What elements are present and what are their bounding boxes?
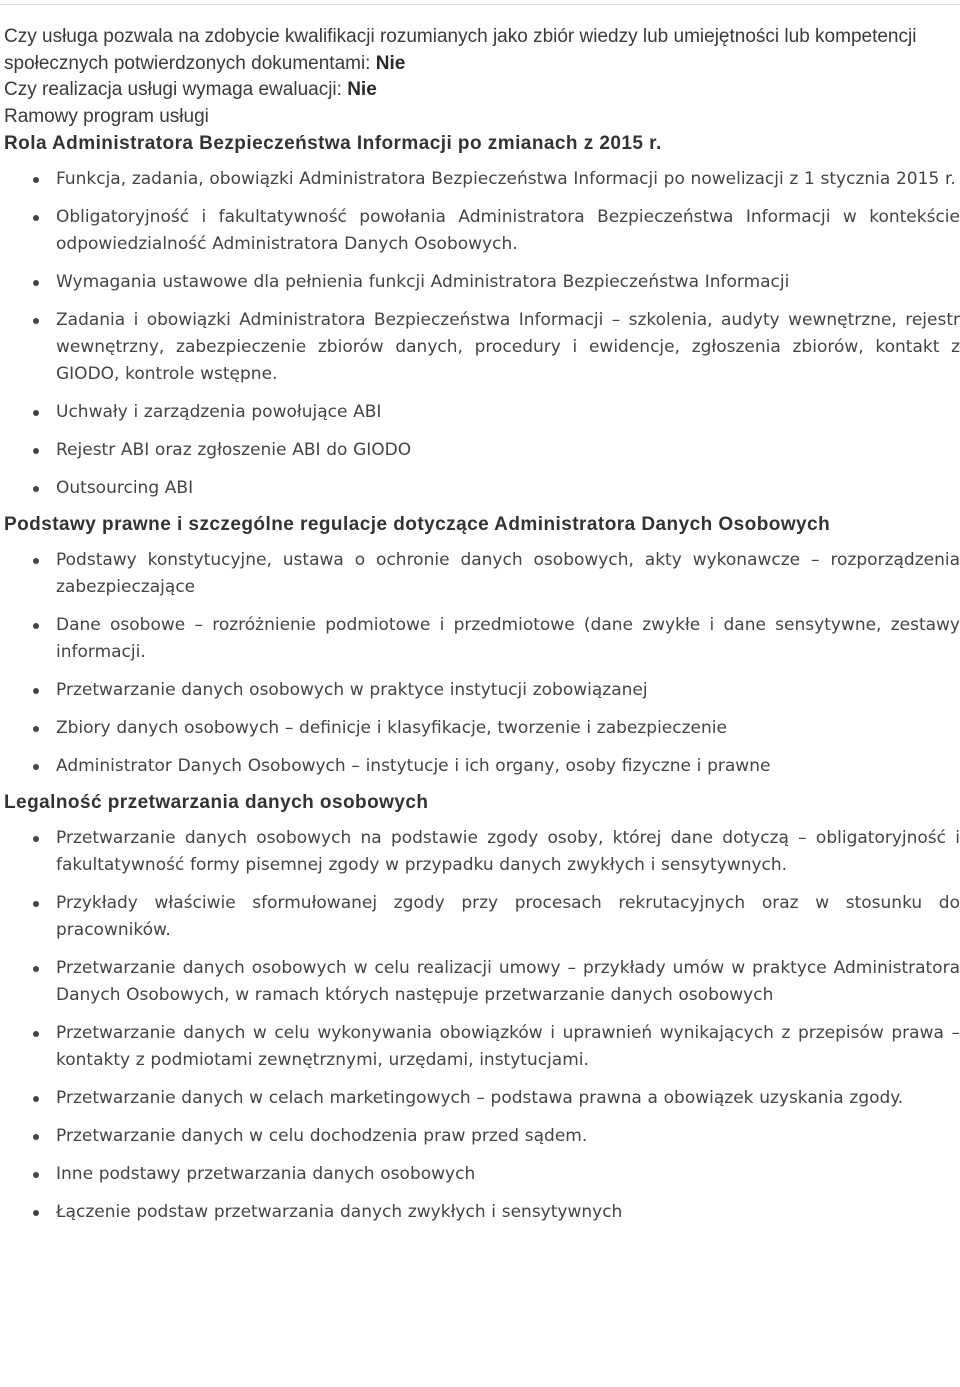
list-item: Przetwarzanie danych w celu wykonywania obowiązków i uprawnień wynikających z przepisów prawa – kontakty z podmiotami zewnętrznymi, urzędami, instytucjami. — [4, 1020, 960, 1074]
top-divider — [0, 4, 960, 5]
qualification-line — [4, 24, 960, 77]
list-item: Przetwarzanie danych osobowych w praktyce instytucji zobowiązanej — [4, 677, 960, 704]
list-item: Administrator Danych Osobowych – instytucje i ich organy, osoby fizyczne i prawne — [4, 753, 960, 780]
bullet-icon — [33, 177, 39, 183]
section-title-abi: Rola Administratora Bezpieczeństwa Informacji po zmianach z 2015 r. — [4, 133, 662, 154]
list-item: Przykłady właściwie sformułowanej zgody przy procesach rekrutacyjnych oraz w stosunku do pracowników. — [4, 890, 960, 944]
qualification-answer: Nie — [375, 52, 406, 74]
bullet-icon — [33, 410, 39, 416]
list-item: Inne podstawy przetwarzania danych osobowych — [4, 1161, 960, 1188]
document-page — [4, 24, 960, 1226]
list-item: Przetwarzanie danych w celach marketingowych – podstawa prawna a obowiązek uzyskania zgody. — [4, 1085, 960, 1112]
bullet-icon — [33, 966, 39, 972]
bullet-icon — [33, 726, 39, 732]
section-title-legality: Legalność przetwarzania danych osobowych — [4, 792, 429, 813]
bullet-icon — [33, 836, 39, 842]
bullet-icon — [33, 215, 39, 221]
list-item: Zadania i obowiązki Administratora Bezpieczeństwa Informacji – szkolenia, audyty wewnętrzne, rejestr wewnętrzny, zabezpieczenie zbiorów danych, procedury i ewidencje, zgłoszenia zbiorów, kontakt z GIODO, kontrole wstępne. — [4, 307, 960, 388]
bullet-icon — [33, 558, 39, 564]
list-item: Uchwały i zarządzenia powołujące ABI — [4, 399, 960, 426]
bullet-icon — [33, 688, 39, 694]
bullet-icon — [33, 1134, 39, 1140]
section-list-legality — [4, 825, 960, 1226]
list-item: Łączenie podstaw przetwarzania danych zwykłych i sensytywnych — [4, 1199, 960, 1226]
bullet-icon — [33, 1210, 39, 1216]
bullet-icon — [33, 623, 39, 629]
bullet-icon — [33, 280, 39, 286]
list-item: Podstawy konstytucyjne, ustawa o ochronie danych osobowych, akty wykonawcze – rozporządzenia zabezpieczające — [4, 547, 960, 601]
list-item: Przetwarzanie danych w celu dochodzenia praw przed sądem. — [4, 1123, 960, 1150]
list-item: Outsourcing ABI — [4, 475, 960, 502]
section-list-abi — [4, 166, 960, 502]
bullet-icon — [33, 1172, 39, 1178]
list-item: Rejestr ABI oraz zgłoszenie ABI do GIODO — [4, 437, 960, 464]
qualification-question: Czy usługa pozwala na zdobycie kwalifikacji rozumianych jako zbiór wiedzy lub umiejętności lub kompetencji społecznych potwierdzonych dokumentami: — [4, 26, 917, 74]
list-item: Dane osobowe – rozróżnienie podmiotowe i przedmiotowe (dane zwykłe i dane sensytywne, zestawy informacji. — [4, 612, 960, 666]
program-heading: Ramowy program usługi — [4, 105, 209, 127]
list-item: Przetwarzanie danych osobowych na podstawie zgody osoby, której dane dotyczą – obligatoryjność i fakultatywność formy pisemnej zgody w przypadku danych zwykłych i sensytywnych. — [4, 825, 960, 879]
list-item: Funkcja, zadania, obowiązki Administratora Bezpieczeństwa Informacji po nowelizacji z 1 stycznia 2015 r. — [4, 166, 960, 193]
bullet-icon — [33, 764, 39, 770]
bullet-icon — [33, 901, 39, 907]
bullet-icon — [33, 1031, 39, 1037]
list-item: Przetwarzanie danych osobowych w celu realizacji umowy – przykłady umów w praktyce Administratora Danych Osobowych, w ramach których następuje przetwarzanie danych osobowych — [4, 955, 960, 1009]
bullet-icon — [33, 486, 39, 492]
evaluation-question: Czy realizacja usługi wymaga ewaluacji: — [4, 79, 342, 100]
bullet-icon — [33, 1096, 39, 1102]
bullet-icon — [33, 318, 39, 324]
section-title-legal-basis: Podstawy prawne i szczególne regulacje dotyczące Administratora Danych Osobowych — [4, 514, 831, 535]
list-item: Zbiory danych osobowych – definicje i klasyfikacje, tworzenie i zabezpieczenie — [4, 715, 960, 742]
list-item: Wymagania ustawowe dla pełnienia funkcji Administratora Bezpieczeństwa Informacji — [4, 269, 960, 296]
section-list-legal-basis — [4, 547, 960, 780]
bullet-icon — [33, 448, 39, 454]
evaluation-line — [4, 77, 960, 104]
evaluation-answer: Nie — [347, 79, 377, 100]
list-item: Obligatoryjność i fakultatywność powołania Administratora Bezpieczeństwa Informacji w kontekście odpowiedzialność Administratora Danych Osobowych. — [4, 204, 960, 258]
